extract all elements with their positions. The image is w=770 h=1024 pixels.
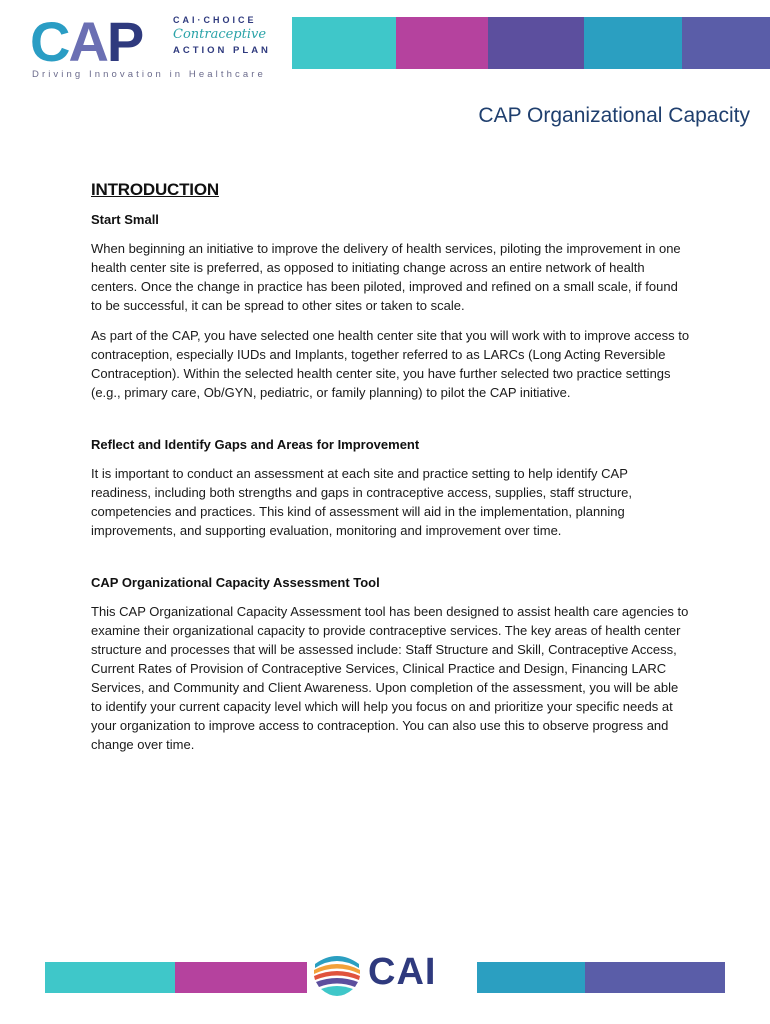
section-heading: CAP Organizational Capacity Assessment Tool bbox=[91, 575, 380, 590]
section-reflect-identify-gaps bbox=[91, 437, 691, 540]
section-assessment-tool bbox=[91, 575, 691, 754]
footer-band-magenta bbox=[175, 962, 307, 993]
section-heading: Start Small bbox=[91, 212, 159, 227]
cap-logo bbox=[30, 10, 275, 82]
header-band-indigo bbox=[682, 17, 770, 69]
header-band-teal bbox=[292, 17, 396, 69]
page-title: CAP Organizational Capacity bbox=[478, 104, 750, 127]
header-band-blue bbox=[584, 17, 682, 69]
introduction-heading: INTRODUCTION bbox=[91, 180, 219, 199]
footer-color-bands-right bbox=[477, 962, 725, 993]
logo-line-cai-choice: CAI·CHOICE bbox=[173, 15, 257, 25]
cai-globe-icon bbox=[312, 946, 362, 998]
section-heading: Reflect and Identify Gaps and Areas for Improvement bbox=[91, 437, 420, 452]
footer-band-teal bbox=[45, 962, 175, 993]
header-band-magenta bbox=[396, 17, 488, 69]
paragraph: When beginning an initiative to improve the delivery of health services, piloting the improvement in one health center site is preferred, as opposed to initiating change across an entire network of health centers. Once the change in practice has been piloted, improved and refined on a small scale, if found to be successful, it can be spread to other sites or taken to scale. bbox=[91, 241, 681, 313]
paragraph: It is important to conduct an assessment at each site and practice setting to help identify CAP readiness, including both strengths and gaps in contraceptive access, supplies, staff structure, competencies and practices. This kind of assessment will aid in the implementation, planning improvements, and supporting evaluation, monitoring and improvement over time. bbox=[91, 466, 633, 538]
cai-logo bbox=[312, 942, 452, 1002]
logo-line-contraceptive: Contraceptive bbox=[173, 27, 267, 42]
footer-color-bands-left bbox=[45, 962, 307, 993]
header-band-purple bbox=[488, 17, 584, 69]
header-color-bands bbox=[292, 17, 770, 69]
logo-mark: CAP bbox=[30, 10, 143, 73]
footer-logo-text: CAI bbox=[368, 951, 437, 993]
footer-band-blue bbox=[477, 962, 585, 993]
document-body bbox=[91, 180, 691, 765]
paragraph: This CAP Organizational Capacity Assessment tool has been designed to assist health care agencies to examine their organizational capacity to provide contraceptive services. The key areas of health center structure and processes that will be assessed include: Staff Structure and Skill, Contraceptive Access, Current Rates of Provision of Contraceptive Services, Clinical Practice and Design, Financing LARC Services, and Community and Client Awareness. Upon completion of the assessment, you will be able to identify your current capacity level which will help you focus on and prioritize your specific needs at your organization to improve access to contraception. You can also use this to observe progress and change over time. bbox=[91, 604, 689, 752]
logo-tagline: Driving Innovation in Healthcare bbox=[32, 69, 266, 80]
logo-line-action-plan: ACTION PLAN bbox=[173, 45, 271, 56]
logo-side-text bbox=[173, 14, 273, 58]
paragraph: As part of the CAP, you have selected one health center site that you will work with to improve access to contraception, especially IUDs and Implants, together referred to as LARCs (Long Acting Reversible Contraception). Within the selected health center site, you have further selected two practice settings (e.g., primary care, Ob/GYN, pediatric, or family planning) to pilot the CAP initiative. bbox=[91, 328, 690, 400]
section-start-small bbox=[91, 212, 691, 402]
footer-band-indigo bbox=[585, 962, 725, 993]
